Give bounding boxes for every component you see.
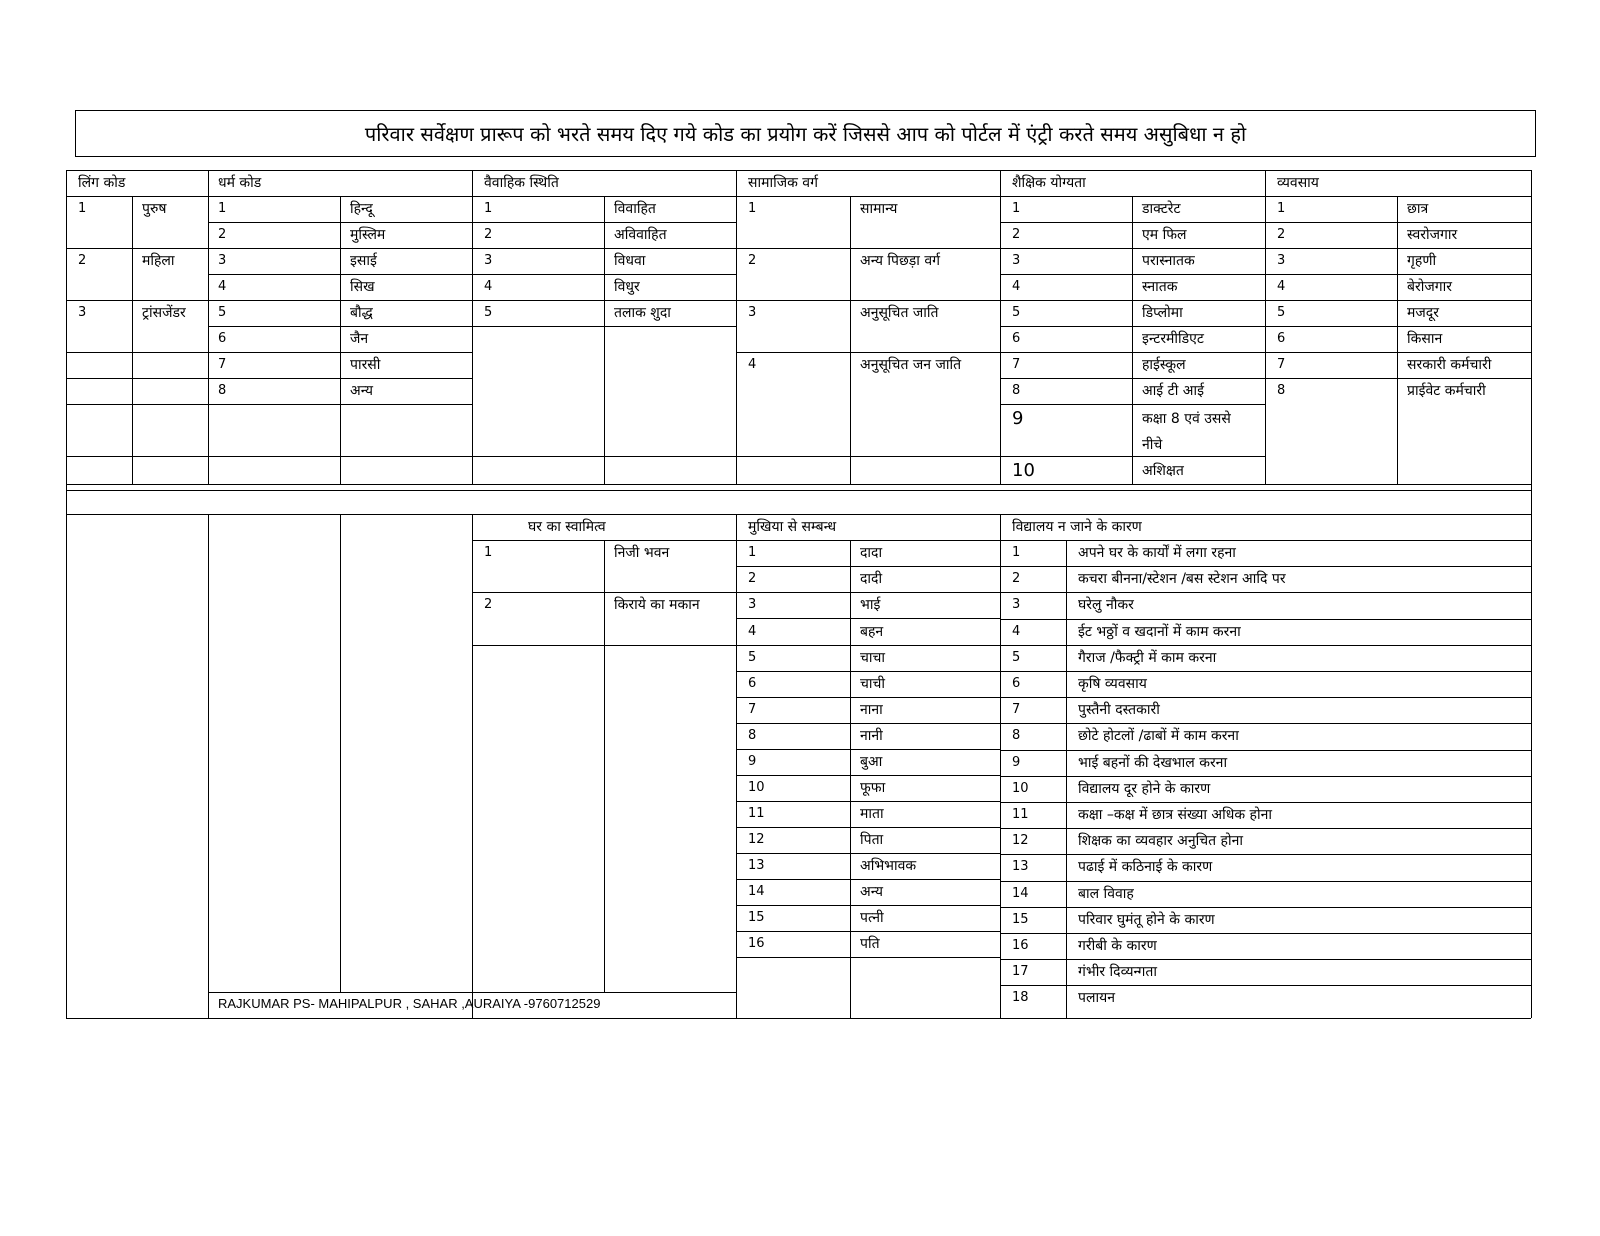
table-rule: [736, 853, 1000, 854]
school-reason-code: 12: [1012, 833, 1029, 848]
school-reason-code: 15: [1012, 912, 1029, 927]
relation-label: दादी: [860, 571, 883, 587]
marital-label: अविवाहित: [614, 227, 667, 243]
table-rule: [736, 879, 1000, 880]
table-rule: [1000, 959, 1531, 960]
table-rule: [736, 618, 1000, 619]
relation-label: चाचा: [860, 650, 886, 666]
table-rule: [208, 274, 472, 275]
religion-code: 4: [218, 279, 227, 294]
table-rule: [66, 456, 208, 457]
table-rule: [66, 170, 1531, 171]
table-rule: [736, 671, 1000, 672]
relation-code: 14: [748, 884, 765, 899]
education-code: 9: [1012, 408, 1024, 429]
education-code: 6: [1012, 331, 1021, 346]
occupation-label: छात्र: [1407, 201, 1429, 217]
occupation-label: बेरोजगार: [1407, 279, 1452, 295]
table-rule: [208, 170, 209, 196]
occupation-code: 8: [1277, 383, 1286, 398]
education-code: 5: [1012, 305, 1021, 320]
table-rule: [1265, 170, 1266, 196]
table-rule: [1265, 248, 1531, 249]
relation-code: 12: [748, 832, 765, 847]
table-rule: [208, 514, 209, 1018]
school-reason-label: पुस्तैनी दस्तकारी: [1078, 702, 1160, 718]
table-rule: [66, 300, 208, 301]
table-rule: [66, 490, 1531, 491]
school-reason-label: पढाई में कठिनाई के कारण: [1078, 859, 1213, 875]
table-rule: [1000, 352, 1265, 353]
table-rule: [340, 196, 341, 484]
table-rule: [208, 248, 472, 249]
education-code: 8: [1012, 383, 1021, 398]
social-code: 1: [748, 201, 757, 216]
table-rule: [472, 196, 473, 484]
occupation-label: किसान: [1407, 331, 1443, 347]
gender-code: 3: [78, 305, 87, 320]
social-label: अन्य पिछड़ा वर्ग: [860, 253, 941, 269]
table-rule: [604, 540, 605, 992]
table-rule: [736, 723, 1000, 724]
table-rule: [472, 300, 736, 301]
table-rule: [736, 775, 1000, 776]
school-reason-label: विद्यालय दूर होने के कारण: [1078, 781, 1211, 797]
gender-label: महिला: [142, 253, 175, 269]
relation-code: 1: [748, 545, 757, 560]
occupation-code: 6: [1277, 331, 1286, 346]
occupation-label: मजदूर: [1407, 305, 1439, 321]
religion-code: 6: [218, 331, 227, 346]
school-reason-label: घरेलु नौकर: [1078, 597, 1134, 613]
relation-label: पत्नी: [860, 910, 884, 926]
table-rule: [1265, 274, 1531, 275]
school-reason-code: 14: [1012, 886, 1029, 901]
religion-code: 3: [218, 253, 227, 268]
relation-label: फूफा: [860, 780, 886, 796]
relation-label: पिता: [860, 832, 884, 848]
table-rule: [1066, 540, 1067, 1018]
table-rule: [208, 352, 472, 353]
school-reason-code: 11: [1012, 807, 1029, 822]
table-rule: [1000, 170, 1001, 196]
social-code: 4: [748, 357, 757, 372]
school-reason-code: 9: [1012, 755, 1021, 770]
relation-code: 4: [748, 624, 757, 639]
school-reason-label: कृषि व्यवसाय: [1078, 676, 1147, 692]
marital-label: विवाहित: [614, 201, 656, 217]
education-label: हाईस्कूल: [1142, 357, 1186, 373]
religion-code: 1: [218, 201, 227, 216]
relation-code: 16: [748, 936, 765, 951]
relation-code: 10: [748, 780, 765, 795]
marital-code: 1: [484, 201, 493, 216]
school-reason-label: ईट भठ्ठों व खदानों में काम करना: [1078, 624, 1241, 640]
education-code: 2: [1012, 227, 1021, 242]
table-rule: [472, 326, 736, 327]
table-rule: [850, 540, 851, 1018]
marital-code: 4: [484, 279, 493, 294]
table-rule: [1000, 881, 1531, 882]
relation-code: 11: [748, 806, 765, 821]
marital-label: विधुर: [614, 279, 640, 295]
school-reason-label: गरीबी के कारण: [1078, 938, 1157, 954]
table-rule: [1000, 196, 1001, 484]
religion-label: जैन: [350, 331, 369, 347]
marital-code: 5: [484, 305, 493, 320]
relation-label: भाई: [860, 597, 881, 613]
school-reason-label: छोटे होटलों /ढाबों में काम करना: [1078, 728, 1239, 744]
relation-label: नानी: [860, 728, 883, 744]
table-rule: [472, 645, 736, 646]
table-rule: [472, 222, 736, 223]
relation-code: 13: [748, 858, 765, 873]
ownership-code: 1: [484, 545, 493, 560]
table-rule: [1265, 196, 1266, 484]
relation-label: बहन: [860, 624, 884, 640]
table-rule: [1000, 566, 1531, 567]
table-rule: [1265, 326, 1531, 327]
table-rule: [1000, 933, 1531, 934]
page-title: परिवार सर्वेक्षण प्रारूप को भरते समय दिए गये कोड का प्रयोग करें जिससे आप को पोर्टल में एंट्री करते समय असुबिधा न हो: [75, 110, 1536, 157]
table-rule: [66, 404, 208, 405]
table-rule: [736, 248, 1000, 249]
social-label: अनुसूचित जन जाति: [860, 357, 962, 373]
table-rule: [736, 196, 737, 484]
table-rule: [472, 514, 473, 1018]
table-rule: [208, 378, 472, 379]
header-relation: मुखिया से सम्बन्ध: [748, 519, 837, 535]
religion-label: पारसी: [350, 357, 381, 373]
education-code: 1: [1012, 201, 1021, 216]
table-rule: [736, 645, 1000, 646]
relation-code: 9: [748, 754, 757, 769]
relation-label: बुआ: [860, 754, 883, 770]
relation-code: 6: [748, 676, 757, 691]
table-rule: [472, 248, 736, 249]
table-rule: [736, 456, 1000, 457]
table-rule: [736, 566, 1000, 567]
education-label-cont: नीचे: [1142, 437, 1163, 453]
marital-label: विधवा: [614, 253, 646, 269]
school-reason-code: 1: [1012, 545, 1021, 560]
table-rule: [736, 300, 1000, 301]
table-rule: [66, 378, 208, 379]
table-rule: [1265, 352, 1531, 353]
table-rule: [1000, 750, 1531, 751]
school-reason-code: 3: [1012, 597, 1021, 612]
table-rule: [1000, 907, 1531, 908]
occupation-code: 7: [1277, 357, 1286, 372]
table-rule: [1397, 196, 1398, 484]
table-rule: [1132, 196, 1133, 484]
education-code: 3: [1012, 253, 1021, 268]
occupation-label: गृहणी: [1407, 253, 1437, 269]
relation-code: 15: [748, 910, 765, 925]
table-rule: [1000, 222, 1265, 223]
table-rule: [66, 514, 1531, 515]
header-ownership: घर का स्वामित्व: [528, 519, 606, 535]
occupation-label: सरकारी कर्मचारी: [1407, 357, 1492, 373]
table-rule: [1265, 222, 1531, 223]
relation-label: अभिभावक: [860, 858, 917, 874]
gender-code: 1: [78, 201, 87, 216]
relation-label: अन्य: [860, 884, 883, 900]
table-rule: [736, 514, 737, 1018]
table-rule: [1000, 671, 1531, 672]
school-reason-label: कचरा बीनना/स्टेशन /बस स्टेशन आदि पर: [1078, 571, 1286, 587]
table-rule: [850, 196, 851, 484]
school-reason-label: शिक्षक का व्यवहार अनुचित होना: [1078, 833, 1244, 849]
table-rule: [1000, 274, 1265, 275]
ownership-label: निजी भवन: [614, 545, 670, 561]
occupation-code: 5: [1277, 305, 1286, 320]
table-rule: [1000, 776, 1531, 777]
table-rule: [1000, 802, 1531, 803]
school-reason-label: बाल विवाह: [1078, 886, 1134, 902]
education-label: आई टी आई: [1142, 383, 1204, 399]
table-rule: [736, 931, 1000, 932]
relation-code: 3: [748, 597, 757, 612]
school-reason-code: 5: [1012, 650, 1021, 665]
ownership-code: 2: [484, 597, 493, 612]
religion-label: अन्य: [350, 383, 373, 399]
table-rule: [736, 592, 1000, 593]
school-reason-code: 17: [1012, 964, 1029, 979]
marital-code: 3: [484, 253, 493, 268]
table-rule: [472, 540, 1531, 541]
ownership-label: किराये का मकान: [614, 597, 700, 613]
footer-credit: RAJKUMAR PS- MAHIPALPUR , SAHAR ,AURAIYA -9760712529: [218, 996, 601, 1011]
table-rule: [1000, 326, 1265, 327]
table-rule: [736, 801, 1000, 802]
religion-code: 7: [218, 357, 227, 372]
social-code: 3: [748, 305, 757, 320]
occupation-code: 1: [1277, 201, 1286, 216]
education-label: डिप्लोमा: [1142, 305, 1183, 321]
occupation-code: 4: [1277, 279, 1286, 294]
religion-label: हिन्दू: [350, 201, 373, 217]
header-education: शैक्षिक योग्यता: [1012, 175, 1086, 191]
gender-code: 2: [78, 253, 87, 268]
table-rule: [208, 404, 472, 405]
header-school: विद्यालय न जाने के कारण: [1012, 519, 1142, 535]
social-code: 2: [748, 253, 757, 268]
religion-label: मुस्लिम: [350, 227, 386, 243]
gender-label: पुरुष: [142, 201, 167, 217]
table-rule: [1000, 592, 1531, 593]
relation-label: चाची: [860, 676, 886, 692]
table-rule: [472, 592, 736, 593]
table-rule: [472, 274, 736, 275]
social-label: सामान्य: [860, 201, 898, 217]
table-rule: [66, 196, 1531, 197]
education-label: एम फिल: [1142, 227, 1187, 243]
table-rule: [736, 749, 1000, 750]
header-social: सामाजिक वर्ग: [748, 175, 818, 191]
school-reason-code: 13: [1012, 859, 1029, 874]
header-religion: धर्म कोड: [218, 175, 262, 191]
table-rule: [66, 248, 208, 249]
table-rule: [472, 170, 473, 196]
table-rule: [736, 957, 1000, 958]
school-reason-code: 10: [1012, 781, 1029, 796]
school-reason-label: गंभीर दिव्यन्गता: [1078, 964, 1158, 980]
table-rule: [736, 827, 1000, 828]
table-rule: [604, 196, 605, 484]
relation-label: पति: [860, 936, 880, 952]
table-rule: [132, 196, 133, 484]
table-rule: [208, 326, 472, 327]
table-rule: [66, 484, 1531, 485]
education-label: परास्नातक: [1142, 253, 1195, 269]
relation-label: नाना: [860, 702, 883, 718]
school-reason-code: 2: [1012, 571, 1021, 586]
table-rule: [1000, 619, 1531, 620]
relation-code: 2: [748, 571, 757, 586]
religion-label: बौद्ध: [350, 305, 373, 321]
occupation-label: स्वरोजगार: [1407, 227, 1458, 243]
school-reason-code: 16: [1012, 938, 1029, 953]
table-rule: [1000, 378, 1265, 379]
header-marital: वैवाहिक स्थिति: [484, 175, 559, 191]
table-rule: [1265, 378, 1531, 379]
table-rule: [736, 697, 1000, 698]
table-rule: [208, 300, 472, 301]
relation-code: 7: [748, 702, 757, 717]
education-label: अशिक्षत: [1142, 463, 1184, 479]
religion-label: सिख: [350, 279, 375, 295]
table-rule: [1531, 170, 1532, 1018]
table-rule: [1000, 723, 1531, 724]
table-rule: [1000, 514, 1001, 1018]
gender-label: ट्रांसजेंडर: [142, 305, 186, 321]
school-reason-code: 7: [1012, 702, 1021, 717]
school-reason-label: पलायन: [1078, 990, 1115, 1006]
religion-code: 5: [218, 305, 227, 320]
occupation-code: 2: [1277, 227, 1286, 242]
relation-code: 5: [748, 650, 757, 665]
table-rule: [736, 352, 1000, 353]
table-rule: [66, 1018, 1531, 1019]
religion-label: इसाई: [350, 253, 377, 269]
relation-code: 8: [748, 728, 757, 743]
table-rule: [1000, 828, 1531, 829]
education-code: 7: [1012, 357, 1021, 372]
table-rule: [1000, 404, 1265, 405]
table-rule: [1265, 300, 1531, 301]
education-label: इन्टरमीडिएट: [1142, 331, 1204, 347]
marital-code: 2: [484, 227, 493, 242]
table-rule: [208, 222, 472, 223]
table-rule: [340, 514, 341, 992]
school-reason-code: 18: [1012, 990, 1029, 1005]
school-reason-label: भाई बहनों की देखभाल करना: [1078, 755, 1228, 771]
table-rule: [1000, 645, 1531, 646]
education-label: कक्षा 8 एवं उससे: [1142, 411, 1231, 427]
occupation-label: प्राईवेट कर्मचारी: [1407, 383, 1486, 399]
table-rule: [1000, 985, 1531, 986]
education-label: डाक्टरेट: [1142, 201, 1181, 217]
table-rule: [208, 456, 472, 457]
table-rule: [1000, 300, 1265, 301]
table-rule: [472, 456, 736, 457]
school-reason-code: 8: [1012, 728, 1021, 743]
table-rule: [1000, 248, 1265, 249]
religion-code: 8: [218, 383, 227, 398]
education-code: 10: [1012, 460, 1035, 481]
school-reason-label: कक्षा –कक्ष में छात्र संख्या अधिक होना: [1078, 807, 1272, 823]
school-reason-label: परिवार घुमंतू होने के कारण: [1078, 912, 1215, 928]
school-reason-code: 6: [1012, 676, 1021, 691]
religion-code: 2: [218, 227, 227, 242]
table-rule: [208, 992, 736, 993]
table-rule: [66, 170, 67, 1018]
education-code: 4: [1012, 279, 1021, 294]
education-label: स्नातक: [1142, 279, 1178, 295]
table-rule: [208, 196, 209, 484]
school-reason-code: 4: [1012, 624, 1021, 639]
table-rule: [736, 170, 737, 196]
occupation-code: 3: [1277, 253, 1286, 268]
relation-label: माता: [860, 806, 884, 822]
school-reason-label: गैराज /फैक्ट्री में काम करना: [1078, 650, 1217, 666]
table-rule: [1000, 456, 1265, 457]
header-occupation: व्यवसाय: [1277, 175, 1319, 191]
table-rule: [1000, 854, 1531, 855]
table-rule: [66, 352, 208, 353]
school-reason-label: अपने घर के कार्यों में लगा रहना: [1078, 545, 1236, 561]
table-rule: [736, 905, 1000, 906]
relation-label: दादा: [860, 545, 883, 561]
social-label: अनुसूचित जाति: [860, 305, 939, 321]
table-rule: [1000, 697, 1531, 698]
marital-label: तलाक शुदा: [614, 305, 671, 321]
header-gender: लिंग कोड: [78, 175, 126, 191]
